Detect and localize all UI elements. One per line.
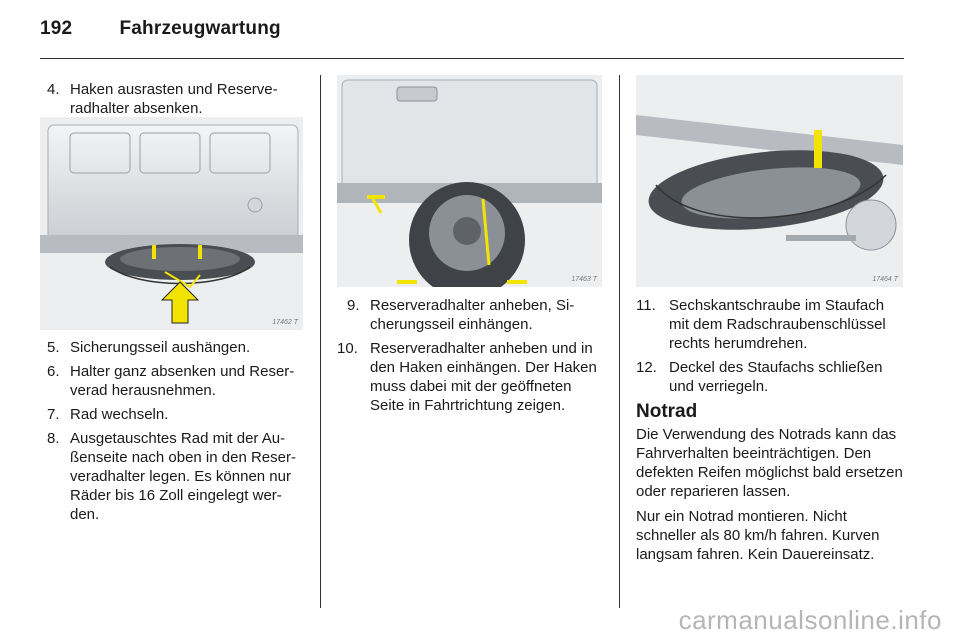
- step-list: [337, 296, 605, 415]
- page-title: Fahrzeugwartung: [119, 18, 281, 39]
- column-divider-1: [320, 75, 321, 608]
- list-item: 10. Reserveradhalter anheben und in den Haken einhängen. Der Haken muss dabei mit der geöffneten Seite in Fahrtrichtung zeigen.: [337, 340, 597, 414]
- list-item: 5. Sicherungsseil aushängen.: [47, 339, 251, 356]
- paragraph: Nur ein Notrad montieren. Nicht schneller als 80 km/h fahren. Kurven langsam fahren. Kein Dauereinsatz.: [636, 508, 880, 563]
- list-item: 11. Sechskantschraube im Staufach mit dem Radschraubenschlüssel rechts herumdrehen.: [636, 297, 886, 352]
- section-title: Notrad: [636, 401, 698, 422]
- header-rule: [40, 58, 904, 59]
- step-list: [47, 338, 305, 524]
- figure-number: 17463 T: [571, 276, 597, 283]
- figure-number: 17464 T: [872, 276, 898, 283]
- page-number: 192: [40, 18, 73, 39]
- figure-storage-compartment: [636, 75, 903, 287]
- illustration-vehicle-rear: [40, 117, 303, 330]
- list-item: 7. Rad wechseln.: [47, 406, 169, 423]
- figure-number: 17462 T: [272, 319, 298, 326]
- illustration-underbody: [636, 75, 903, 287]
- column-divider-2: [619, 75, 620, 608]
- watermark: carmanualsonline.info: [678, 605, 942, 635]
- column-2: [337, 296, 605, 420]
- list-item: 4. Haken ausrasten und Reserve-radhalter absenken.: [47, 81, 278, 117]
- list-item: 9. Reserveradhalter anheben, Si-cherungsseil einhängen.: [347, 297, 575, 333]
- step-list: [636, 296, 904, 396]
- column-1-lower: [47, 338, 305, 529]
- page-header: [40, 18, 281, 40]
- step-list-top: [47, 80, 302, 118]
- column-3: [636, 296, 904, 570]
- figure-spare-wheel-raising: [337, 75, 602, 287]
- figure-spare-wheel-lowering: [40, 117, 303, 330]
- list-item: 12. Deckel des Staufachs schließen und verriegeln.: [636, 359, 883, 395]
- illustration-wheel-carrier: [337, 75, 602, 287]
- list-item: 6. Halter ganz absenken und Reser-verad herausnehmen.: [47, 363, 295, 399]
- list-item: 8. Ausgetauschtes Rad mit der Au-ßenseite nach oben in den Reser-veradhalter legen. Es können nur Räder bis 16 Zoll eingelegt wer-den.: [47, 430, 296, 523]
- paragraph: Die Verwendung des Notrads kann das Fahrverhalten beeinträchtigen. Den defekten Reifen möglichst bald ersetzen oder reparieren lassen.: [636, 426, 903, 500]
